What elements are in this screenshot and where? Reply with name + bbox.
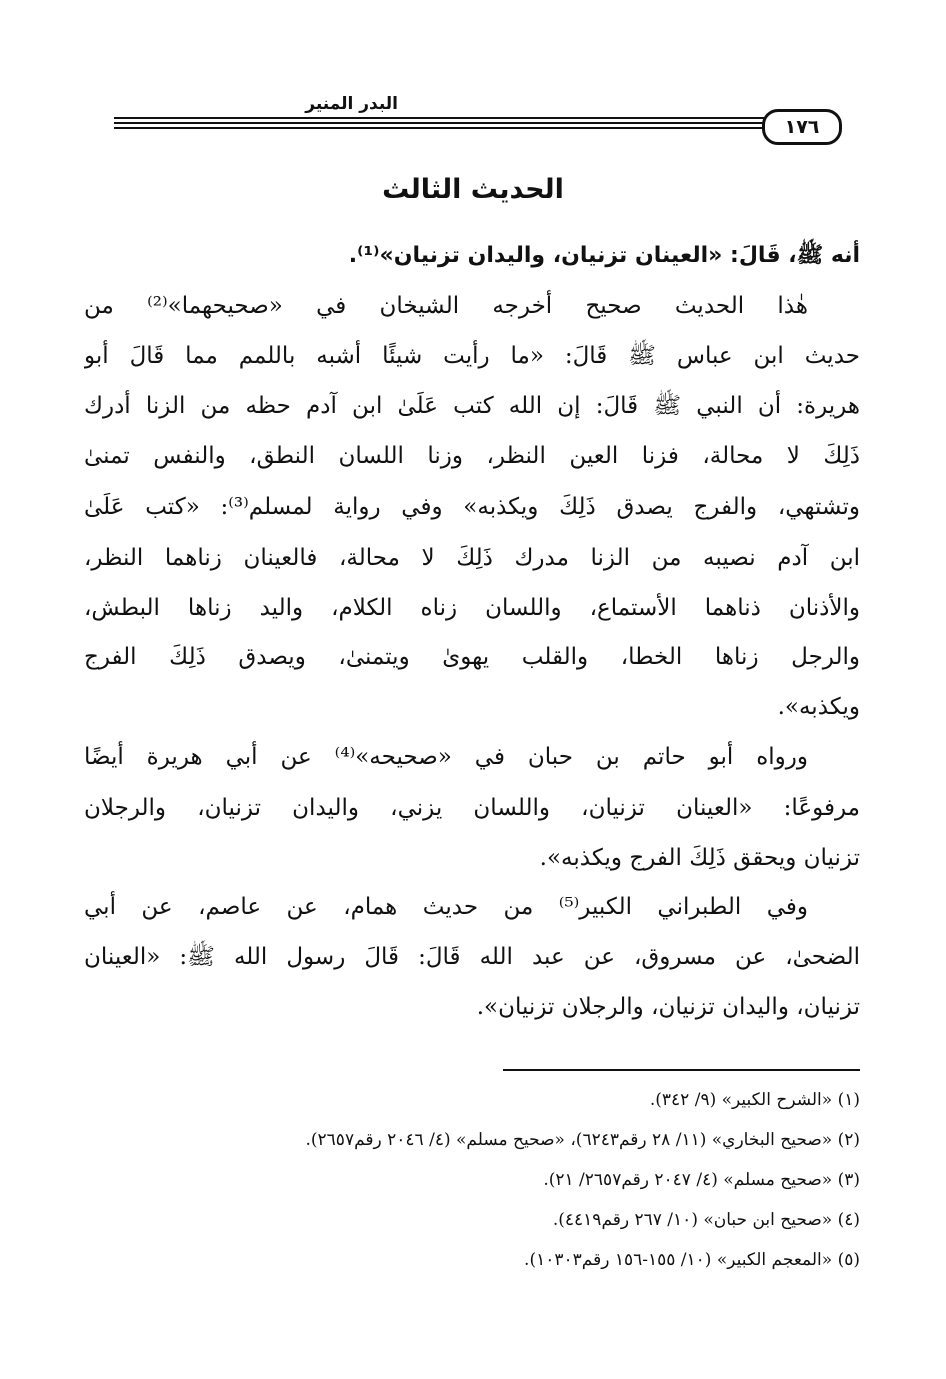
- body-line: مرفوعًا: «العينان تزنيان، واللسان يزني، واليدان تزنيان، والرجلان: [84, 795, 860, 821]
- page-number: ١٧٦: [762, 109, 842, 145]
- footnote: (٣) «صحيح مسلم» (٤/ ٢٠٤٧ رقم٢٦٥٧/ ٢١).: [543, 1170, 860, 1190]
- section-title: الحديث الثالث: [382, 174, 564, 205]
- body-line: والرجل زناها الخطا، والقلب يهوىٰ ويتمنىٰ، ويصدق ذَلِكَ الفرج: [84, 644, 860, 670]
- footnote: (٥) «المعجم الكبير» (١٠/ ١٥٥-١٥٦ رقم١٠٣٠٣).: [524, 1250, 860, 1270]
- footnote: (١) «الشرح الكبير» (٩/ ٣٤٢).: [649, 1090, 860, 1110]
- body-line: وفي الطبراني الكبير⁽⁵⁾ من حديث همام، عن عاصم، عن أبي: [84, 894, 808, 920]
- body-line: ويكذبه».: [777, 694, 860, 720]
- body-line: وتشتهي، والفرج يصدق ذَلِكَ ويكذبه» وفي رواية لمسلم⁽³⁾: «كتب عَلَىٰ: [84, 494, 860, 520]
- body-line: الضحىٰ، عن مسروق، عن عبد الله قَالَ: قَالَ رسول الله ﷺ: «العينان: [84, 944, 860, 970]
- header-rule: [114, 127, 834, 129]
- body-line: والأذنان ذناهما الأستماع، واللسان زناه الكلام، واليد زناها البطش،: [84, 595, 860, 621]
- footnote-separator: [503, 1069, 860, 1071]
- body-line: تزنيان ويحقق ذَلِكَ الفرج ويكذبه».: [539, 845, 860, 871]
- header-rule: [114, 122, 834, 124]
- header-rule: [114, 117, 834, 119]
- running-header-title: البدر المنير: [305, 94, 398, 114]
- body-line: حديث ابن عباس ﷺ قَالَ: «ما رأيت شيئًا أشبه باللمم مما قَالَ أبو: [84, 343, 860, 369]
- footnote: (٤) «صحيح ابن حبان» (١٠/ ٢٦٧ رقم٤٤١٩).: [552, 1210, 860, 1230]
- body-line: هٰذا الحديث صحيح أخرجه الشيخان في «صحيحهما»⁽²⁾ من: [84, 293, 808, 319]
- body-line: تزنيان، واليدان تزنيان، والرجلان تزنيان».: [476, 994, 860, 1020]
- body-line: ذَلِكَ لا محالة، فزنا العين النظر، وزنا اللسان النطق، والنفس تمنىٰ: [84, 443, 860, 469]
- footnote: (٢) «صحيح البخاري» (١١/ ٢٨ رقم٦٢٤٣)، «صحيح مسلم» (٤/ ٢٠٤٦ رقم٢٦٥٧).: [305, 1130, 860, 1150]
- body-line: أنه ﷺ، قَالَ: «العينان تزنيان، واليدان تزنيان»⁽¹⁾.: [348, 243, 860, 268]
- body-line: ورواه أبو حاتم بن حبان في «صحيحه»⁽⁴⁾ عن أبي هريرة أيضًا: [84, 744, 809, 770]
- body-line: ابن آدم نصيبه من الزنا مدرك ذَلِكَ لا محالة، فالعينان زناهما النظر،: [84, 545, 860, 571]
- body-line: هريرة: أن النبي ﷺ قَالَ: إن الله كتب عَلَىٰ ابن آدم حظه من الزنا أدرك: [84, 393, 860, 419]
